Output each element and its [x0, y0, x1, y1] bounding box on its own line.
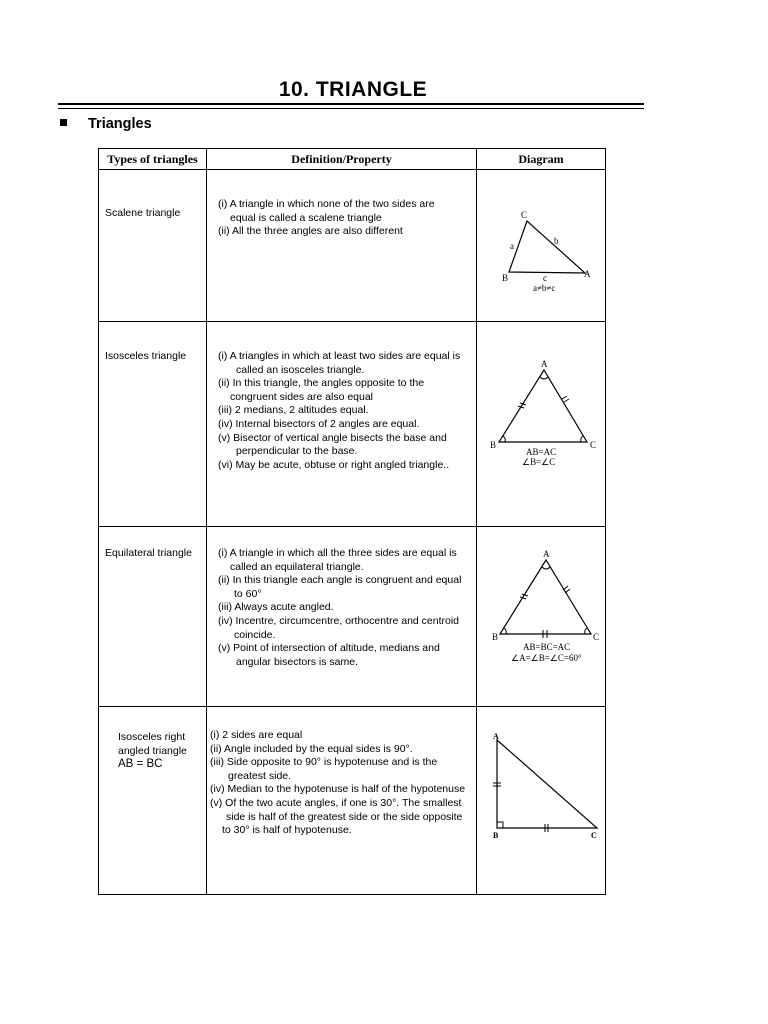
type-isosceles-right [99, 707, 206, 772]
definition-line: to 30° is half of hypotenuse. [222, 824, 352, 837]
definition-line: (iv) Incentre, circumcentre, orthocentre and centroid [218, 614, 460, 627]
definition-line: (i) A triangle in which all the three sides are equal is [218, 547, 457, 559]
header-definition: Definition/Property [207, 149, 477, 170]
side-b-label: b [554, 236, 559, 246]
definition-line: (i) A triangles in which at least two sides are equal is [218, 350, 461, 362]
header-types: Types of triangles [99, 149, 207, 170]
definition-line: (ii) In this triangle each angle is congruent and equal [218, 574, 462, 587]
side-c-label: c [543, 273, 547, 283]
vertex-c-label: C [591, 831, 597, 840]
vertex-a-label: A [493, 732, 499, 741]
definition-line: (iii) Always acute angled. [218, 601, 334, 614]
definition-line: (iv) Median to the hypotenuse is half of the hypotenuse [210, 783, 466, 796]
header-diagram: Diagram [477, 149, 606, 170]
scalene-caption: a≠b≠c [533, 283, 556, 293]
definition-line: (v) Of the two acute angles, if one is 30°. The smallest [210, 796, 462, 809]
definition-line: greatest side. [228, 769, 292, 782]
definition-line: side is half of the greatest side or the side opposite [226, 810, 463, 823]
definition-line: (iv) Internal bisectors of 2 angles are equal. [218, 417, 420, 430]
isosceles-caption-sides: AB=AC [526, 447, 557, 457]
side-a-label: a [510, 241, 514, 251]
definition-line: (vi) May be acute, obtuse or right angled triangle.. [218, 458, 450, 471]
definition-line: angular bisectors is same. [236, 655, 358, 668]
definition-line: (v) Bisector of vertical angle bisects the base and [218, 431, 447, 444]
type-line: angled triangle [118, 744, 187, 757]
definition-line: called an equilateral triangle. [230, 560, 364, 573]
definition-isosceles-right [207, 707, 476, 838]
table-row [99, 707, 606, 895]
definition-line: (i) 2 sides are equal [210, 729, 303, 741]
isosceles-triangle-diagram [477, 322, 605, 521]
vertex-b-label: B [493, 831, 499, 840]
equilateral-triangle-diagram [477, 527, 605, 701]
type-line: AB = BC [118, 758, 163, 771]
triangle-table [98, 148, 606, 895]
definition-line: congruent sides are also equal [230, 390, 374, 403]
definition-line: (ii) Angle included by the equal sides is 90°. [210, 742, 413, 755]
definition-line: (ii) All the three angles are also different [218, 225, 403, 238]
table-row [99, 322, 606, 527]
table-row [99, 170, 606, 322]
vertex-a-label: A [584, 269, 591, 279]
table-row [99, 527, 606, 707]
isosceles-caption-angles: ∠B=∠C [522, 457, 556, 467]
definition-line: (iii) Side opposite to 90° is hypotenuse and is the [210, 756, 438, 769]
definition-line: (ii) In this triangle, the angles opposite to the [218, 377, 425, 390]
type-equilateral: Equilateral triangle [105, 547, 192, 559]
type-isosceles: Isosceles triangle [105, 350, 187, 362]
definition-line: perpendicular to the base. [236, 445, 358, 458]
definition-line: called an isosceles triangle. [236, 363, 365, 376]
type-scalene: Scalene triangle [105, 207, 181, 219]
vertex-a-label: A [543, 549, 550, 559]
vertex-c-label: C [521, 210, 528, 220]
vertex-c-label: C [593, 632, 600, 642]
vertex-b-label: B [490, 440, 497, 450]
vertex-b-label: B [502, 273, 509, 283]
type-line: Isosceles right [118, 731, 186, 743]
title-rule-thick [58, 103, 644, 105]
page-title: 10. TRIANGLE [278, 78, 428, 101]
definition-equilateral [207, 527, 476, 669]
equilateral-caption-sides: AB=BC=AC [523, 642, 571, 652]
vertex-c-label: C [590, 440, 597, 450]
definition-line: (iii) 2 medians, 2 altitudes equal. [218, 404, 369, 417]
scalene-triangle-diagram [477, 170, 605, 316]
definition-line: (v) Point of intersection of altitude, medians and [218, 642, 440, 655]
title-rule-thin [58, 108, 644, 109]
vertex-b-label: B [492, 632, 499, 642]
definition-scalene [207, 170, 476, 239]
vertex-a-label: A [541, 359, 548, 369]
definition-isosceles [207, 322, 476, 472]
section-heading [60, 116, 152, 132]
definition-line: coincide. [234, 628, 276, 641]
equilateral-caption-angles: ∠A=∠B=∠C=60° [511, 653, 582, 663]
section-heading-text: Triangles [88, 116, 152, 132]
definition-line: equal is called a scalene triangle [230, 211, 382, 224]
definition-line: to 60° [234, 587, 262, 600]
isosceles-right-triangle-diagram [477, 707, 605, 889]
definition-line: (i) A triangle in which none of the two sides are [218, 198, 435, 210]
square-bullet-icon [60, 119, 67, 126]
